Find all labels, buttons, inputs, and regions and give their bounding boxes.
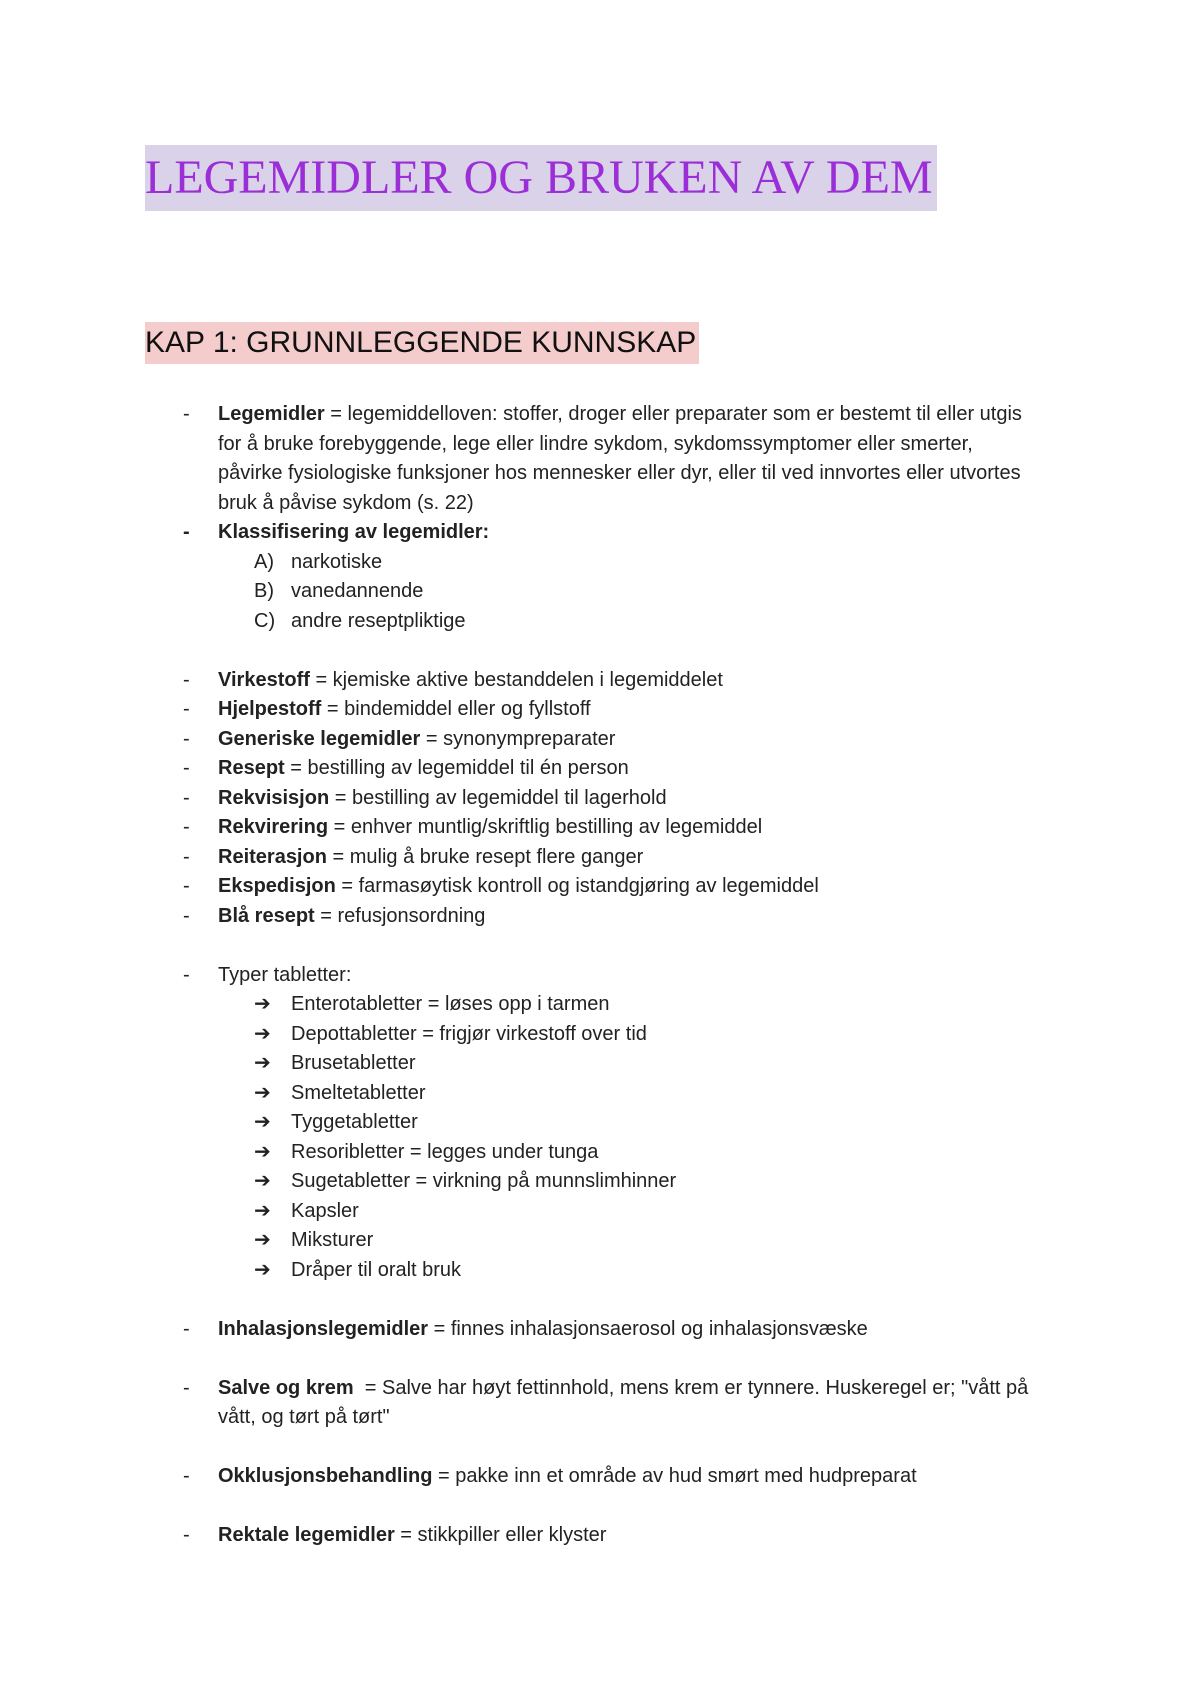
item-text: Depottabletter = frigjør virkestoff over tid bbox=[291, 1022, 647, 1045]
bullet-dash: - bbox=[183, 845, 190, 868]
bullet-dash: - bbox=[183, 521, 190, 543]
item-text: Resoribletter = legges under tunga bbox=[291, 1140, 599, 1163]
definition: = kjemiske aktive bestanddelen i legemiddelet bbox=[309, 668, 723, 691]
list-item-inhalasjon bbox=[0, 1315, 1200, 1345]
definition: = mulig å bruke resept flere ganger bbox=[326, 845, 644, 868]
item-letter: C) bbox=[254, 609, 276, 632]
definition: = synonympreparater bbox=[420, 727, 616, 750]
list-item bbox=[0, 843, 1200, 873]
tablet-type-item bbox=[0, 1108, 1200, 1138]
definition: = pakke inn et område av hud smørt med hudpreparat bbox=[432, 1465, 917, 1487]
tablet-type-item bbox=[0, 1167, 1200, 1197]
definition: = bestilling av legemiddel til én person bbox=[284, 757, 629, 779]
list-item-tablet-types bbox=[0, 961, 1200, 991]
list-item-klassifisering bbox=[0, 518, 1200, 548]
bullet-dash: - bbox=[183, 875, 190, 897]
tablet-type-item bbox=[0, 1079, 1200, 1109]
item-text: vanedannende bbox=[291, 580, 424, 602]
bullet-dash: - bbox=[183, 1376, 190, 1399]
bullet-dash: - bbox=[183, 816, 190, 838]
definition: = refusjonsordning bbox=[314, 904, 486, 927]
definition: = enhver muntlig/skriftlig bestilling av legemiddel bbox=[328, 816, 763, 838]
item-text: andre reseptpliktige bbox=[291, 609, 466, 632]
term: Ekspedisjon bbox=[218, 875, 336, 897]
notes-body bbox=[0, 400, 1200, 1551]
tablet-types-label: Typer tabletter: bbox=[218, 963, 352, 986]
item-text: Enterotabletter = løses opp i tarmen bbox=[291, 993, 610, 1015]
term: Virkestoff bbox=[218, 668, 310, 691]
definition: = stikkpiller eller klyster bbox=[394, 1524, 607, 1546]
item-letter: A) bbox=[254, 550, 274, 573]
tablet-type-item bbox=[0, 1197, 1200, 1227]
term: Legemidler bbox=[218, 403, 325, 425]
bullet-dash: - bbox=[183, 963, 190, 986]
list-item bbox=[0, 695, 1200, 725]
term: Rektale legemidler bbox=[218, 1524, 395, 1546]
item-text: Smeltetabletter bbox=[291, 1081, 426, 1104]
term: Blå resept bbox=[218, 904, 315, 927]
tablet-type-item bbox=[0, 1226, 1200, 1256]
term: Generiske legemidler bbox=[218, 727, 421, 750]
chapter-heading: KAP 1: GRUNNLEGGENDE KUNNSKAP bbox=[145, 322, 699, 364]
item-text: Dråper til oralt bruk bbox=[291, 1258, 462, 1281]
list-item bbox=[0, 813, 1200, 843]
definition: = Salve har høyt fettinnhold, mens krem er tynnere. Huskeregel er; "vått på vått, og tørt på tørt" bbox=[218, 1376, 1034, 1428]
term: Rekvirering bbox=[218, 816, 329, 838]
document-title: LEGEMIDLER OG BRUKEN AV DEM bbox=[145, 145, 937, 211]
tablet-type-item bbox=[0, 1020, 1200, 1050]
sublist-item bbox=[0, 577, 1200, 607]
list-item bbox=[0, 754, 1200, 784]
arrow-right-icon: ➔ bbox=[254, 1140, 271, 1163]
sublist-item bbox=[0, 548, 1200, 578]
definition: = farmasøytisk kontroll og istandgjøring av legemiddel bbox=[335, 875, 819, 897]
term: Rekvisisjon bbox=[218, 786, 330, 809]
arrow-right-icon: ➔ bbox=[254, 993, 271, 1015]
sublist-item bbox=[0, 607, 1200, 637]
list-item-rektale bbox=[0, 1521, 1200, 1551]
term: Klassifisering av legemidler: bbox=[218, 521, 490, 543]
list-item bbox=[0, 666, 1200, 696]
list-item bbox=[0, 725, 1200, 755]
tablet-type-item bbox=[0, 1138, 1200, 1168]
arrow-right-icon: ➔ bbox=[254, 1170, 271, 1192]
term: Okklusjonsbehandling bbox=[218, 1465, 433, 1487]
item-text: Sugetabletter = virkning på munnslimhinner bbox=[291, 1170, 677, 1192]
list-item-legemidler bbox=[0, 400, 1200, 518]
list-item-okklusjon bbox=[0, 1462, 1200, 1492]
list-item bbox=[0, 872, 1200, 902]
bullet-dash: - bbox=[183, 786, 190, 809]
term: Resept bbox=[218, 757, 285, 779]
bullet-dash: - bbox=[183, 698, 190, 720]
definition: = bestilling av legemiddel til lagerhold bbox=[329, 786, 667, 809]
tablet-type-item bbox=[0, 990, 1200, 1020]
definition: = bindemiddel eller og fyllstoff bbox=[321, 698, 591, 720]
arrow-right-icon: ➔ bbox=[254, 1022, 271, 1045]
bullet-dash: - bbox=[183, 1317, 190, 1340]
bullet-dash: - bbox=[183, 727, 190, 750]
arrow-right-icon: ➔ bbox=[254, 1081, 271, 1104]
bullet-dash: - bbox=[183, 904, 190, 927]
item-text: Miksturer bbox=[291, 1229, 374, 1251]
item-text: Brusetabletter bbox=[291, 1052, 416, 1074]
term: Reiterasjon bbox=[218, 845, 327, 868]
term: Hjelpestoff bbox=[218, 698, 322, 720]
bullet-dash: - bbox=[183, 403, 190, 425]
arrow-right-icon: ➔ bbox=[254, 1052, 271, 1074]
tablet-type-item bbox=[0, 1049, 1200, 1079]
item-letter: B) bbox=[254, 580, 274, 602]
bullet-dash: - bbox=[183, 1524, 190, 1546]
arrow-right-icon: ➔ bbox=[254, 1229, 271, 1251]
definition: = legemiddelloven: stoffer, droger eller preparater som er bestemt til eller utgis for å bruke forebyggende, lege eller lindre sykdom, sykdomssymptomer eller smerter, påvirke fysiologiske funksjoner hos mennesker eller dyr, eller til ved innvortes eller utvortes bruk å påvise sykdom (s. 22) bbox=[218, 403, 1022, 514]
bullet-dash: - bbox=[183, 1465, 190, 1487]
list-item bbox=[0, 784, 1200, 814]
arrow-right-icon: ➔ bbox=[254, 1199, 271, 1222]
item-text: Kapsler bbox=[291, 1199, 359, 1222]
arrow-right-icon: ➔ bbox=[254, 1258, 271, 1281]
bullet-dash: - bbox=[183, 668, 190, 691]
bullet-dash: - bbox=[183, 757, 190, 779]
tablet-type-item bbox=[0, 1256, 1200, 1286]
list-item-salve bbox=[0, 1374, 1200, 1433]
item-text: Tyggetabletter bbox=[291, 1111, 418, 1133]
definition: = finnes inhalasjonsaerosol og inhalasjonsvæske bbox=[428, 1317, 868, 1340]
arrow-right-icon: ➔ bbox=[254, 1111, 271, 1133]
term: Salve og krem bbox=[218, 1376, 354, 1399]
list-item bbox=[0, 902, 1200, 932]
item-text: narkotiske bbox=[291, 550, 383, 573]
term: Inhalasjonslegemidler bbox=[218, 1317, 429, 1340]
